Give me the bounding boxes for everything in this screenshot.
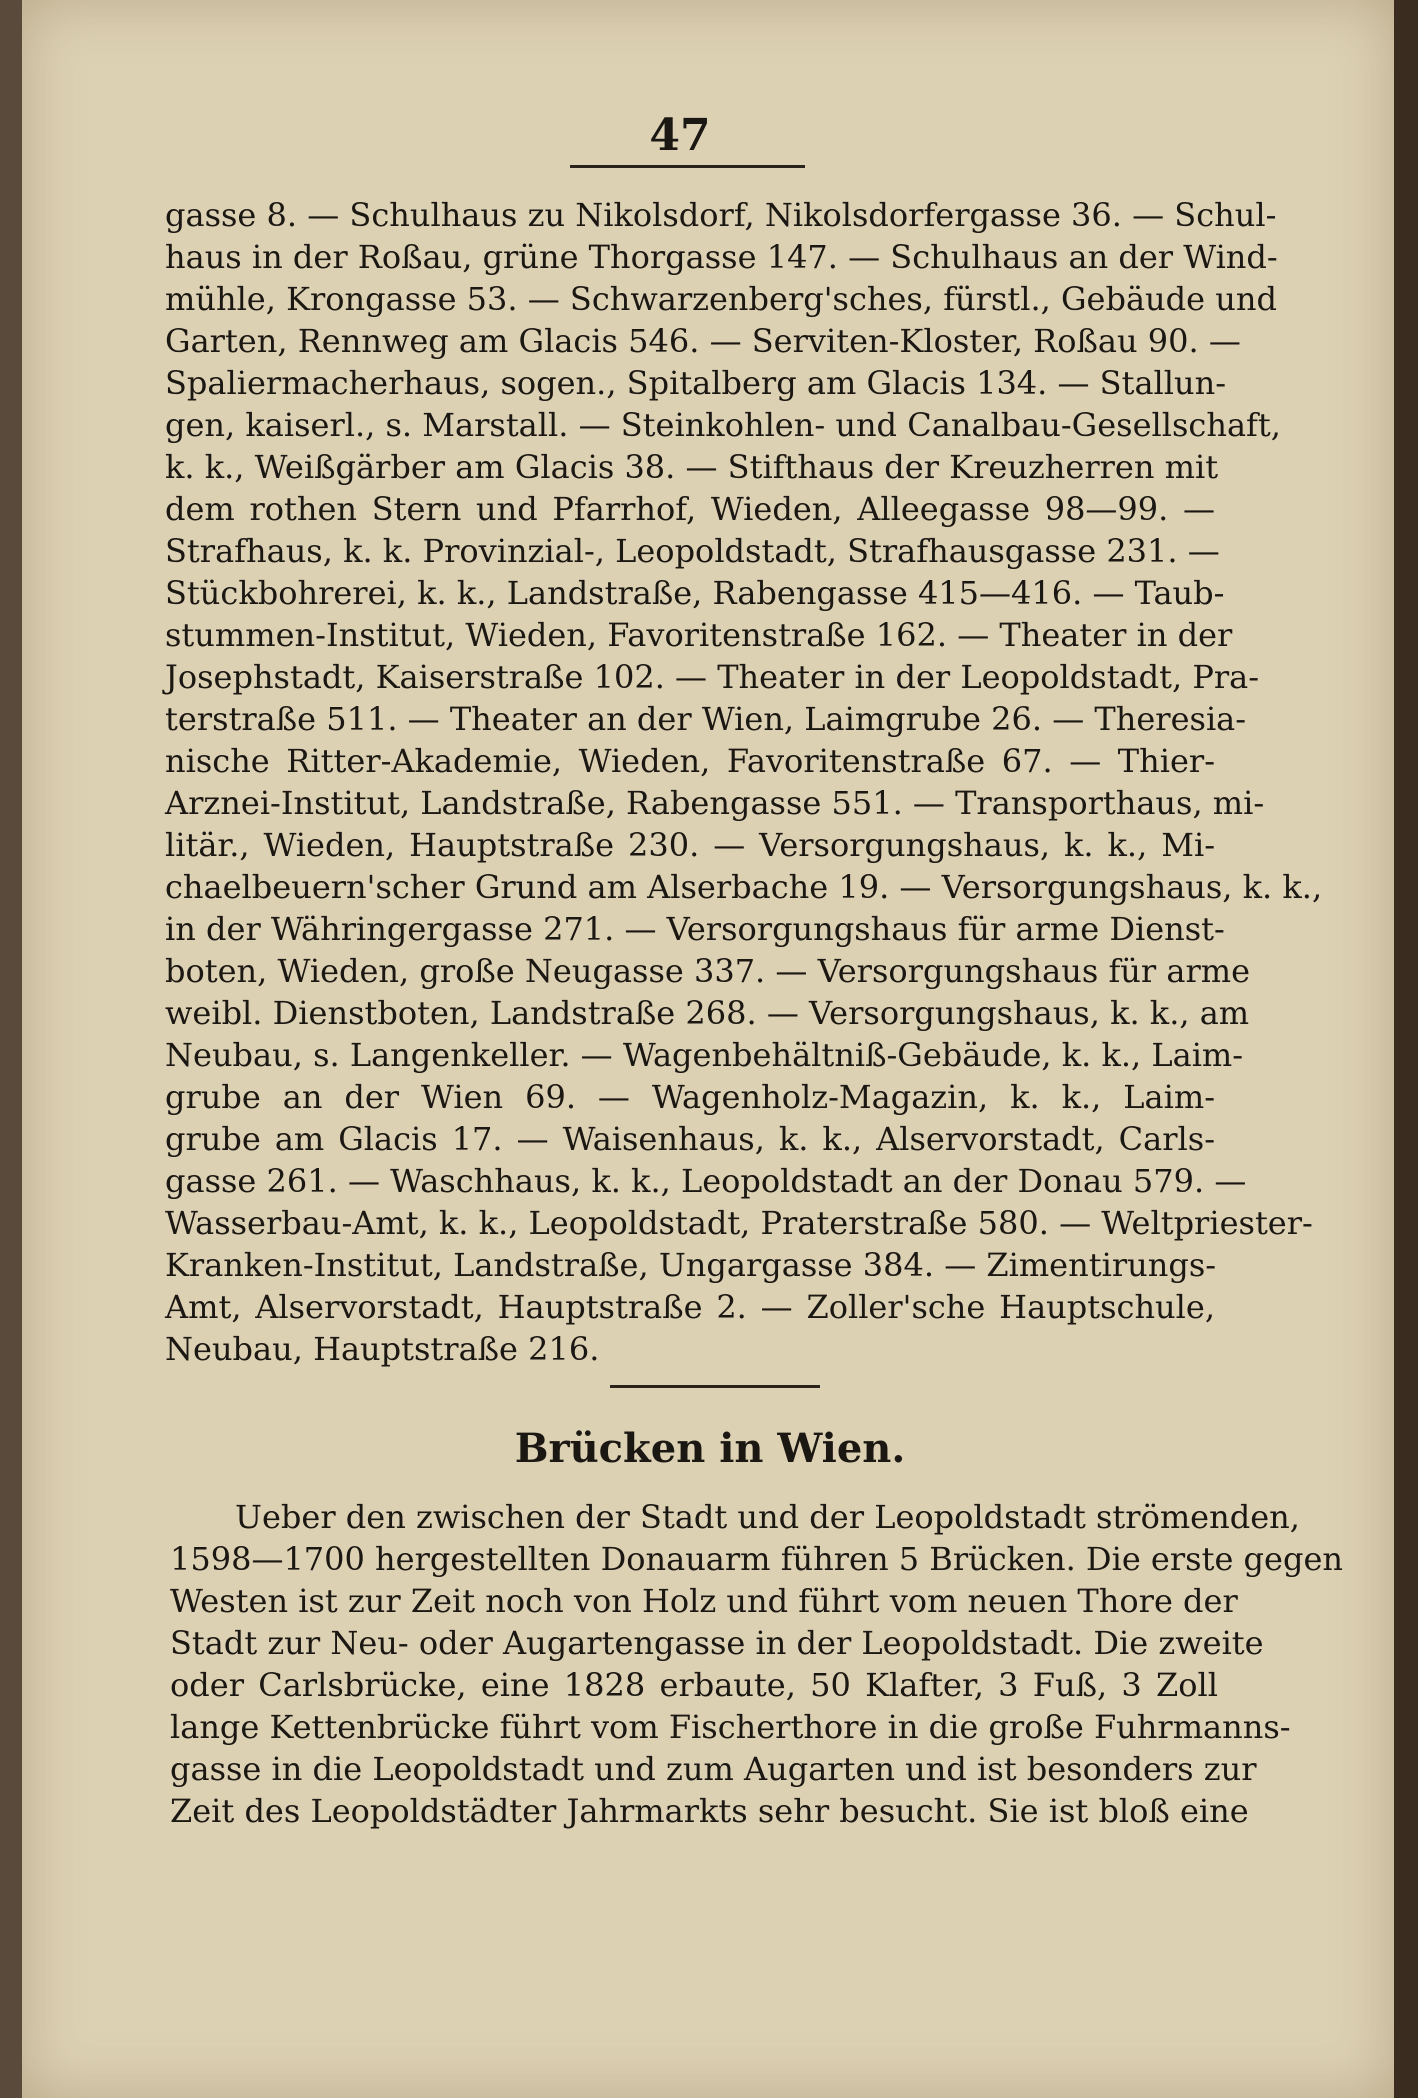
text-line: Arznei-Institut, Landstraße, Rabengasse 551. — Transporthaus, mi- [165, 784, 1265, 822]
text-line: weibl. Dienstboten, Landstraße 268. — Versorgungshaus, k. k., am [165, 994, 1250, 1032]
text-line: Kranken-Institut, Landstraße, Ungargasse 384. — Zimentirungs- [165, 1246, 1217, 1284]
text-line: Stadt zur Neu- oder Augartengasse in der Leopoldstadt. Die zweite [170, 1624, 1264, 1662]
text-line: Neubau, s. Langenkeller. — Wagenbehältniß-Gebäude, k. k., Laim- [165, 1036, 1244, 1074]
header-rule [570, 165, 805, 168]
page-number: 47 [649, 110, 711, 161]
text-line: Garten, Rennweg am Glacis 546. — Serviten-Kloster, Roßau 90. — [165, 322, 1241, 360]
text-line: gasse 261. — Waschhaus, k. k., Leopoldstadt an der Donau 579. — [165, 1162, 1247, 1200]
text-line: Amt, Alservorstadt, Hauptstraße 2. — Zoller'sche Hauptschule, [165, 1288, 1215, 1326]
text-line: oder Carlsbrücke, eine 1828 erbaute, 50 Klafter, 3 Fuß, 3 Zoll [170, 1666, 1218, 1704]
text-line: Zeit des Leopoldstädter Jahrmarkts sehr besucht. Sie ist bloß eine [170, 1792, 1249, 1830]
section-divider [610, 1385, 820, 1388]
text-line: gasse 8. — Schulhaus zu Nikolsdorf, Nikolsdorfergasse 36. — Schul- [165, 196, 1277, 234]
text-line: Josephstadt, Kaiserstraße 102. — Theater in der Leopoldstadt, Pra- [165, 658, 1260, 696]
text-line: dem rothen Stern und Pfarrhof, Wieden, Alleegasse 98—99. — [165, 490, 1215, 528]
section-heading: Brücken in Wien. [514, 1425, 906, 1472]
text-line: gen, kaiserl., s. Marstall. — Steinkohlen- und Canalbau-Gesellschaft, [165, 406, 1281, 444]
text-line: in der Währingergasse 271. — Versorgungshaus für arme Dienst- [165, 910, 1225, 948]
text-line: lange Kettenbrücke führt vom Fischerthore in die große Fuhrmanns- [170, 1708, 1291, 1746]
text-line: haus in der Roßau, grüne Thorgasse 147. — Schulhaus an der Wind- [165, 238, 1278, 276]
text-line: boten, Wieden, große Neugasse 337. — Versorgungshaus für arme [165, 952, 1251, 990]
text-line: terstraße 511. — Theater an der Wien, Laimgrube 26. — Theresia- [165, 700, 1247, 738]
text-line: gasse in die Leopoldstadt und zum Augarten und ist besonders zur [170, 1750, 1257, 1788]
text-line: grube am Glacis 17. — Waisenhaus, k. k., Alservorstadt, Carls- [165, 1120, 1215, 1158]
text-line: chaelbeuern'scher Grund am Alserbache 19. — Versorgungshaus, k. k., [165, 868, 1323, 906]
text-line: Neubau, Hauptstraße 216. [165, 1330, 600, 1368]
text-line: Spaliermacherhaus, sogen., Spitalberg am Glacis 134. — Stallun- [165, 364, 1227, 402]
text-line: Stückbohrerei, k. k., Landstraße, Rabengasse 415—416. — Taub- [165, 574, 1225, 612]
text-line: Westen ist zur Zeit noch von Holz und führt vom neuen Thore der [170, 1582, 1238, 1620]
text-line: mühle, Krongasse 53. — Schwarzenberg'sches, fürstl., Gebäude und [165, 280, 1277, 318]
text-line: Ueber den zwischen der Stadt und der Leopoldstadt strömenden, [235, 1498, 1300, 1536]
text-line: Wasserbau-Amt, k. k., Leopoldstadt, Praterstraße 580. — Weltpriester- [165, 1204, 1313, 1242]
text-line: stummen-Institut, Wieden, Favoritenstraße 162. — Theater in der [165, 616, 1233, 654]
page-stack-edge [1394, 0, 1418, 2098]
text-line: grube an der Wien 69. — Wagenholz-Magazin, k. k., Laim- [165, 1078, 1215, 1116]
text-line: k. k., Weißgärber am Glacis 38. — Stifthaus der Kreuzherren mit [165, 448, 1219, 486]
text-line: nische Ritter-Akademie, Wieden, Favoritenstraße 67. — Thier- [165, 742, 1215, 780]
text-line: 1598—1700 hergestellten Donauarm führen 5 Brücken. Die erste gegen [170, 1540, 1343, 1578]
text-line: litär., Wieden, Hauptstraße 230. — Versorgungshaus, k. k., Mi- [165, 826, 1215, 864]
book-binding-edge [0, 0, 22, 2098]
text-line: Strafhaus, k. k. Provinzial-, Leopoldstadt, Strafhausgasse 231. — [165, 532, 1220, 570]
